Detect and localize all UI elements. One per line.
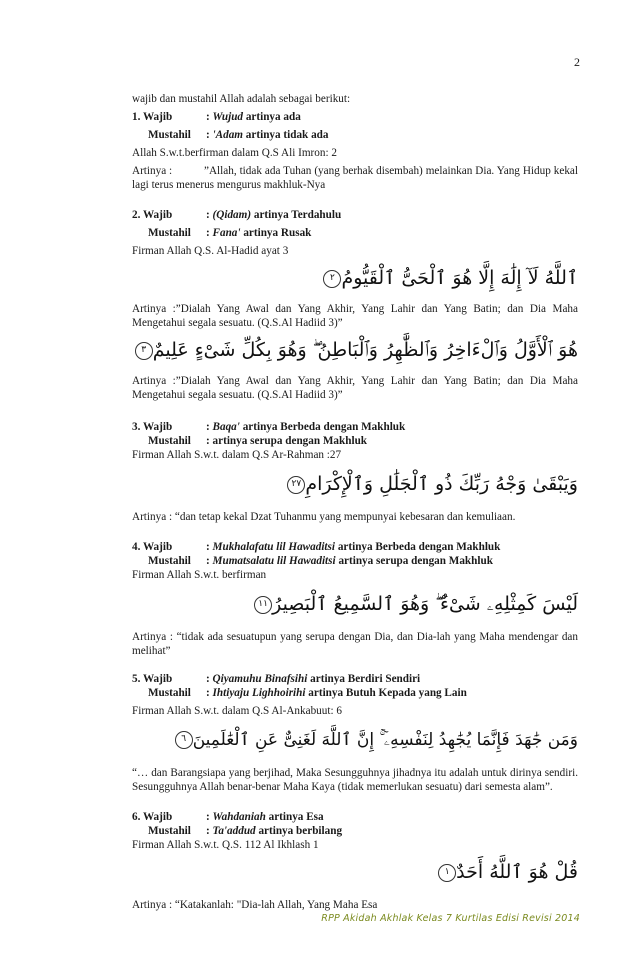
mustahil-label: Mustahil [148, 825, 191, 837]
mustahil-row [132, 434, 578, 448]
wajib-row [132, 810, 578, 824]
item-2 [132, 208, 578, 402]
quran-verse: وَيَبْقَىٰ وَجْهُ رَبِّكَ ذُو ٱلْجَلَٰلِ وَٱلْإِكْرَامِ٢٧ [132, 470, 578, 498]
ayah-number-mark: ٣ [135, 342, 153, 360]
ayah-number-mark: ٢ [323, 270, 341, 288]
mustahil-label: Mustahil [148, 687, 191, 699]
firman-text: Firman Allah S.w.t. dalam Q.S Ar-Rahman :27 [132, 449, 342, 461]
firman-text: Allah S.w.t.berfirman dalam Q.S Ali Imron: 2 [132, 147, 337, 159]
wajib-row [132, 110, 578, 124]
item-5 [132, 672, 578, 794]
quran-verse: ٱللَّهُ لَآ إِلَٰهَ إِلَّا هُوَ ٱلْحَىُّ ٱلْقَيُّومُ٢ [132, 264, 578, 292]
mustahil-row [132, 128, 578, 142]
artinya-text: Artinya :”Dialah Yang Awal dan Yang Akhir, Yang Lahir dan Yang Batin; dan Dia Maha Mengetahui segala sesuatu. (Q.S.Al Hadiid 3)” [132, 375, 578, 401]
item-number: 5. Wajib [132, 673, 173, 685]
mustahil-definition: : artinya serupa dengan Makhluk [206, 435, 368, 447]
wajib-definition: : (Qidam) artinya Terdahulu [206, 209, 342, 221]
ayah-number-mark: ٦ [175, 731, 193, 749]
item-number: 3. Wajib [132, 421, 173, 433]
mustahil-row [132, 226, 578, 240]
page-number: 2 [574, 55, 580, 69]
artinya-text: Artinya : “Katakanlah: "Dia-lah Allah, Yang Maha Esa [132, 899, 378, 911]
item-6 [132, 810, 578, 912]
document-body [132, 92, 578, 912]
mustahil-row [132, 554, 578, 568]
wajib-row [132, 540, 578, 554]
wajib-definition: : Wujud artinya ada [206, 111, 301, 123]
item-number: 4. Wajib [132, 541, 173, 553]
wajib-definition: : Wahdaniah artinya Esa [206, 811, 324, 823]
mustahil-definition: : Mumatsalatu lil Hawaditsi artinya serupa dengan Makhluk [206, 555, 493, 567]
mustahil-row [132, 824, 578, 838]
firman-text: Firman Allah S.w.t. dalam Q.S Al-Ankabuut: 6 [132, 705, 342, 717]
firman-text: Firman Allah S.w.t. Q.S. 112 Al Ikhlash 1 [132, 839, 319, 851]
quran-verse: قُلْ هُوَ ٱللَّهُ أَحَدٌ١ [132, 858, 578, 886]
wajib-definition: : Qiyamuhu Binafsihi artinya Berdiri Sendiri [206, 673, 421, 685]
footer-text: RPP Akidah Akhlak Kelas 7 Kurtilas Edisi Revisi 2014 [321, 913, 580, 924]
wajib-definition: : Mukhalafatu lil Hawaditsi artinya Berbeda dengan Makhluk [206, 541, 501, 553]
mustahil-label: Mustahil [148, 129, 191, 141]
artinya-text: Artinya : ”Allah, tidak ada Tuhan (yang berhak disembah) melainkan Dia. Yang Hidup kekal lagi terus menerus mengurus makhluk-Nya [132, 165, 578, 191]
wajib-row [132, 672, 578, 686]
mustahil-label: Mustahil [148, 435, 191, 447]
artinya-text: Artinya : “tidak ada sesuatupun yang serupa dengan Dia, dan Dia-lah yang Maha mendengar dan melihat” [132, 631, 578, 657]
ayah-number-mark: ١١ [254, 596, 272, 614]
quran-verse: وَمَن جَٰهَدَ فَإِنَّمَا يُجَٰهِدُ لِنَفْسِهِۦٓ ۚ إِنَّ ٱللَّهَ لَغَنِىٌّ عَنِ ٱلْعَٰلَمِينَ٦ [132, 726, 578, 754]
item-1 [132, 110, 578, 192]
mustahil-label: Mustahil [148, 555, 191, 567]
mustahil-definition: : Ihtiyaju Lighhoirihi artinya Butuh Kepada yang Lain [206, 687, 467, 699]
artinya-text: “… dan Barangsiapa yang berjihad, Maka Sesungguhnya jihadnya itu adalah untuk dirinya sendiri. Sesungguhnya Allah benar-benar Maha Kaya (tidak memerlukan sesuatu) dari semesta alam”. [132, 767, 578, 793]
item-number: 6. Wajib [132, 811, 173, 823]
mustahil-row [132, 686, 578, 700]
mustahil-definition: : Fana' artinya Rusak [206, 227, 312, 239]
ayah-number-mark: ١ [438, 864, 456, 882]
mustahil-definition: : 'Adam artinya tidak ada [206, 129, 329, 141]
intro-text: wajib dan mustahil Allah adalah sebagai berikut: [132, 93, 351, 105]
ayah-number-mark: ٢٧ [287, 476, 305, 494]
item-number: 2. Wajib [132, 209, 173, 221]
item-3 [132, 420, 578, 524]
quran-verse: هُوَ ٱلْأَوَّلُ وَٱلْءَاخِرُ وَٱلظَّٰهِرُ وَٱلْبَاطِنُ ۖ وَهُوَ بِكُلِّ شَىْءٍ عَلِيمٌ٣ [132, 336, 578, 364]
artinya-text: Artinya : “dan tetap kekal Dzat Tuhanmu yang mempunyai kebesaran dan kemuliaan. [132, 511, 516, 523]
firman-text: Firman Allah Q.S. Al-Hadid ayat 3 [132, 245, 289, 257]
item-number: 1. Wajib [132, 111, 173, 123]
item-4 [132, 540, 578, 658]
mustahil-label: Mustahil [148, 227, 191, 239]
mustahil-definition: : Ta'addud artinya berbilang [206, 825, 343, 837]
quran-verse: لَيْسَ كَمِثْلِهِۦ شَىْءٌ ۖ وَهُوَ ٱلسَّمِيعُ ٱلْبَصِيرُ١١ [132, 590, 578, 618]
wajib-definition: : Baqa' artinya Berbeda dengan Makhluk [206, 421, 406, 433]
wajib-row [132, 420, 578, 434]
wajib-row [132, 208, 578, 222]
artinya-text: Artinya :”Dialah Yang Awal dan Yang Akhir, Yang Lahir dan Yang Batin; dan Dia Maha Mengetahui segala sesuatu. (Q.S.Al Hadiid 3)” [132, 303, 578, 329]
firman-text: Firman Allah S.w.t. berfirman [132, 569, 267, 581]
